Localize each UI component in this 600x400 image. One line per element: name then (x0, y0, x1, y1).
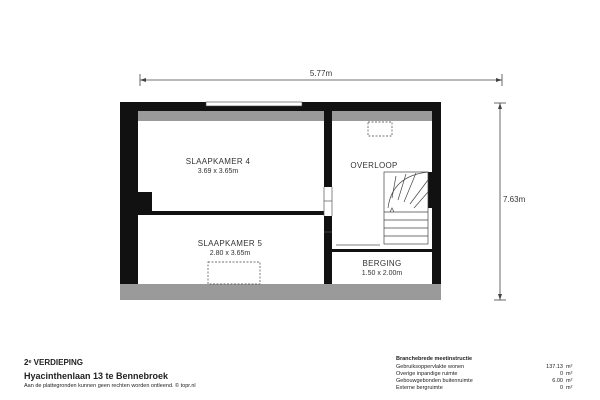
area-label: Gebouwgebonden buitenruimte (396, 378, 473, 384)
area-unit: m² (566, 378, 573, 384)
doors (324, 187, 380, 245)
area-unit: m² (566, 364, 573, 370)
room-slaapkamer-5 (198, 239, 263, 257)
area-row (396, 364, 576, 371)
room-size: 3.69 x 3.65m (197, 168, 239, 175)
room-overloop (350, 161, 397, 170)
disclaimer: Aan de plattegronden kunnen geen rechten worden ontleend. © topr.nl (24, 383, 196, 389)
room-slaapkamer-4 (186, 157, 251, 175)
area-value: 0 (559, 371, 563, 377)
area-label: Externe bergruimte (396, 385, 443, 391)
height-label: 7.63m (503, 195, 526, 204)
floor-title: 2ᵉ VERDIEPING (24, 358, 84, 367)
room-name: SLAAPKAMER 5 (197, 239, 263, 248)
area-row (396, 378, 576, 385)
width-label: 5.77m (309, 69, 333, 78)
area-value: 6.00 (552, 378, 563, 384)
height-dimension (494, 103, 526, 300)
room-berging (362, 259, 403, 277)
room-name: SLAAPKAMER 4 (185, 157, 251, 166)
skylight-overloop (368, 122, 392, 136)
area-row (396, 371, 576, 378)
address: Hyacinthenlaan 13 te Bennebroek (24, 371, 169, 381)
area-label: Overige inpandige ruimte (396, 371, 458, 377)
area-value: 137.13 (546, 364, 563, 370)
area-value: 0 (559, 385, 563, 391)
room-name: OVERLOOP (350, 161, 398, 170)
plan-info (24, 358, 196, 389)
room-name: BERGING (362, 259, 402, 268)
skylight-slaapkamer-5 (208, 262, 260, 284)
width-dimension (140, 69, 502, 86)
area-label: Gebruiksoppervlakte wonen (396, 364, 465, 370)
area-table (396, 356, 576, 392)
area-unit: m² (566, 371, 573, 377)
roof-window-strip (206, 102, 302, 106)
room-size: 2.80 x 3.65m (209, 250, 251, 257)
area-unit: m² (566, 385, 573, 391)
room-size: 1.50 x 2.00m (361, 270, 403, 277)
area-row (396, 385, 576, 392)
staircase (384, 172, 428, 244)
area-table-title: Branchebrede meetinstructie (396, 356, 473, 362)
